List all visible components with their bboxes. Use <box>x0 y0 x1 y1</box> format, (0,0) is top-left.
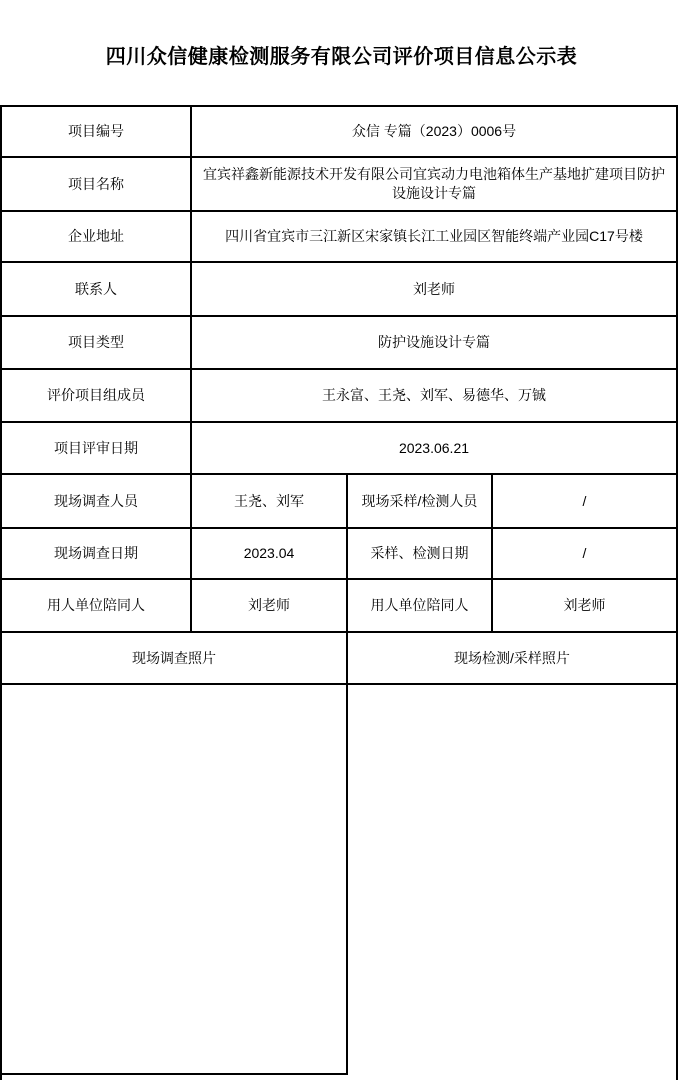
row-label-company-address: 企业地址 <box>2 212 192 261</box>
row-value-sampling-staff: / <box>582 492 587 509</box>
row-label-team-members: 评价项目组成员 <box>2 370 192 421</box>
row-label-employer-escort-left: 用人单位陪同人 <box>2 580 192 631</box>
row-value-site-survey-date: 2023.04 <box>192 529 348 578</box>
row-value-company-address: 四川省宜宾市三江新区宋家镇长江工业园区智能终端产业园C17号楼 <box>225 228 643 244</box>
row-value-contact-person: 刘老师 <box>413 280 455 297</box>
row-label-site-survey-date: 现场调查日期 <box>2 529 192 578</box>
row-label-contact-person: 联系人 <box>2 263 192 315</box>
photo-header-site-survey: 现场调查照片 <box>2 633 348 683</box>
photo-cell-sampling <box>348 685 676 1080</box>
row-label-review-date: 项目评审日期 <box>2 423 192 473</box>
table-row <box>2 423 676 475</box>
row-value-team-members: 王永富、王尧、刘军、易德华、万铖 <box>322 387 546 403</box>
photo-cell-site-survey <box>2 685 348 1075</box>
row-value-project-name: 宜宾祥鑫新能源技术开发有限公司宜宾动力电池箱体生产基地扩建项目防护设施设计专篇 <box>203 166 665 201</box>
row-label-site-survey-staff: 现场调查人员 <box>2 475 192 527</box>
photo-area-row <box>2 685 676 1080</box>
row-label-sampling-staff: 现场采样/检测人员 <box>348 475 493 527</box>
row-label-project-name: 项目名称 <box>2 158 192 210</box>
row-label-project-type: 项目类型 <box>2 317 192 368</box>
photo-header-sampling: 现场检测/采样照片 <box>454 649 570 666</box>
table-row <box>2 529 676 580</box>
table-row <box>2 158 676 212</box>
page-title: 四川众信健康检测服务有限公司评价项目信息公示表 <box>105 46 578 68</box>
row-value-project-number: 众信 专篇（2023）0006号 <box>351 123 517 139</box>
table-row <box>2 263 676 317</box>
table-row <box>2 475 676 529</box>
table-row <box>2 317 676 370</box>
table-row <box>2 580 676 633</box>
photo-header-row <box>2 633 676 685</box>
table-row <box>2 107 676 158</box>
row-value-employer-escort-right: 刘老师 <box>563 597 606 613</box>
row-value-review-date: 2023.06.21 <box>398 439 470 456</box>
row-value-site-survey-staff: 王尧、刘军 <box>192 475 348 527</box>
row-label-project-number: 项目编号 <box>2 107 192 156</box>
row-value-project-type: 防护设施设计专篇 <box>378 334 490 350</box>
row-value-sampling-date: / <box>582 545 587 561</box>
table-row <box>2 212 676 263</box>
row-label-employer-escort-right: 用人单位陪同人 <box>348 580 493 631</box>
row-value-employer-escort-left: 刘老师 <box>192 580 348 631</box>
info-table <box>0 105 678 1080</box>
table-row <box>2 370 676 423</box>
row-label-sampling-date: 采样、检测日期 <box>348 529 493 578</box>
